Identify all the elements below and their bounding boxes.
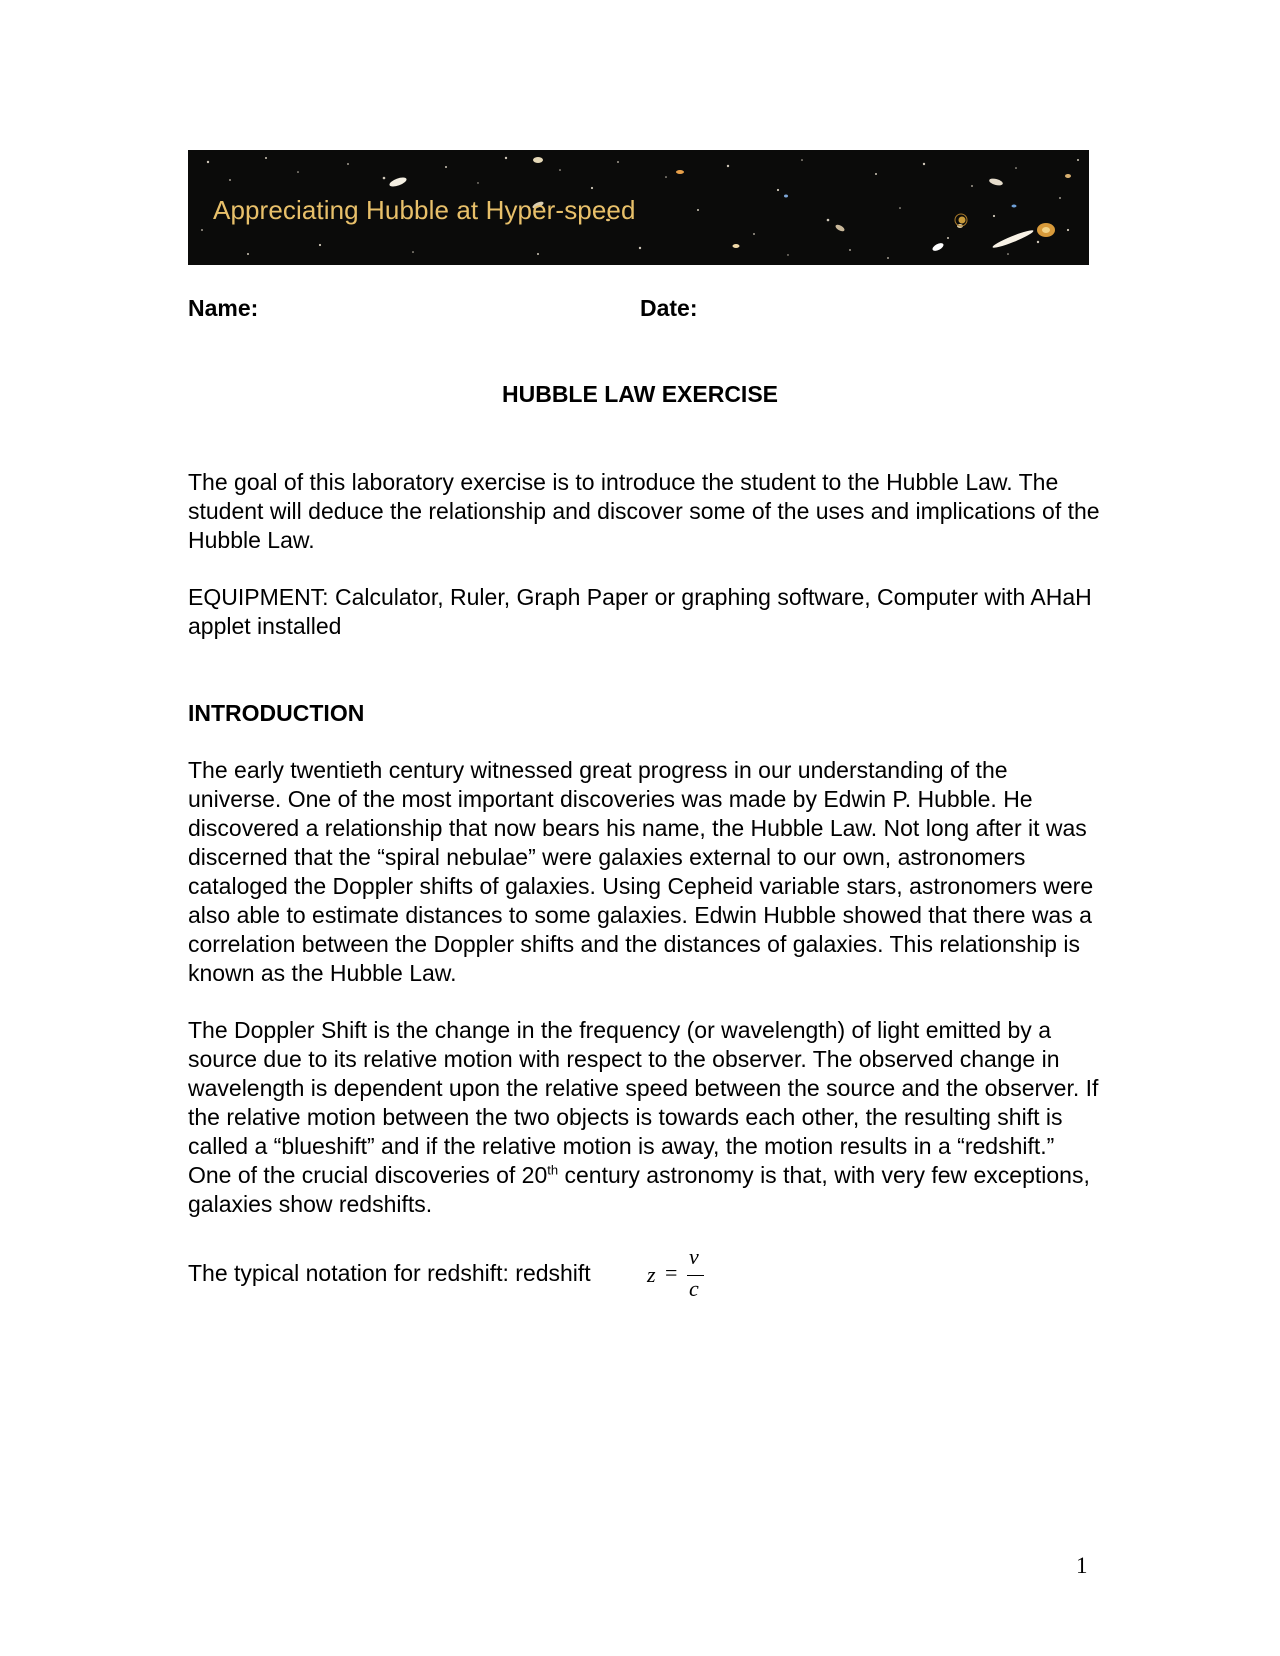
ordinal-superscript: th bbox=[547, 1162, 559, 1178]
introduction-heading: INTRODUCTION bbox=[188, 700, 365, 726]
name-label: Name: bbox=[188, 295, 259, 321]
page-number: 1 bbox=[1076, 1553, 1088, 1578]
equipment-paragraph: EQUIPMENT: Calculator, Ruler, Graph Paper or graphing software, Computer with AHaH applet installed bbox=[188, 584, 1092, 639]
doppler-text-part2: century astronomy is that, with very few exceptions, galaxies show redshifts. bbox=[188, 1162, 1090, 1217]
doppler-paragraph bbox=[188, 1016, 1100, 1219]
introduction-paragraph: The early twentieth century witnessed great progress in our understanding of the universe. One of the most important discoveries was made by Edwin P. Hubble. He discovered a relationship that now bears his name, the Hubble Law. Not long after it was discerned that the “spiral nebulae” were galaxies external to our own, astronomers cataloged the Doppler shifts of galaxies. Using Cepheid variable stars, astronomers were also able to estimate distances to some galaxies. Edwin Hubble showed that there was a correlation between the Doppler shifts and the distances of galaxies. This relationship is known as the Hubble Law. bbox=[188, 757, 1094, 986]
date-label: Date: bbox=[640, 295, 698, 321]
redshift-notation-text: The typical notation for redshift: redshift bbox=[188, 1260, 591, 1286]
formula-equals: = bbox=[665, 1260, 678, 1285]
header-banner bbox=[188, 150, 1089, 265]
redshift-formula bbox=[647, 1244, 709, 1308]
doppler-text-part1: The Doppler Shift is the change in the frequency (or wavelength) of light emitted by a source due to its relative motion with respect to the observer. The observed change in wavelength is dependent upon the relative speed between the source and the observer. If the relative motion between the two objects is towards each other, the resulting shift is called a “blueshift” and if the relative motion is away, the motion results in a “redshift.” One of the crucial discoveries of 20 bbox=[188, 1017, 1099, 1188]
goal-paragraph: The goal of this laboratory exercise is to introduce the student to the Hubble Law. The student will deduce the relationship and discover some of the uses and implications of the Hubble Law. bbox=[188, 469, 1100, 553]
banner-title: Appreciating Hubble at Hyper-speed bbox=[213, 195, 636, 225]
formula-denominator: c bbox=[689, 1276, 699, 1301]
formula-numerator: v bbox=[689, 1244, 699, 1269]
document-title: HUBBLE LAW EXERCISE bbox=[501, 381, 779, 407]
formula-variable: z bbox=[647, 1262, 656, 1287]
